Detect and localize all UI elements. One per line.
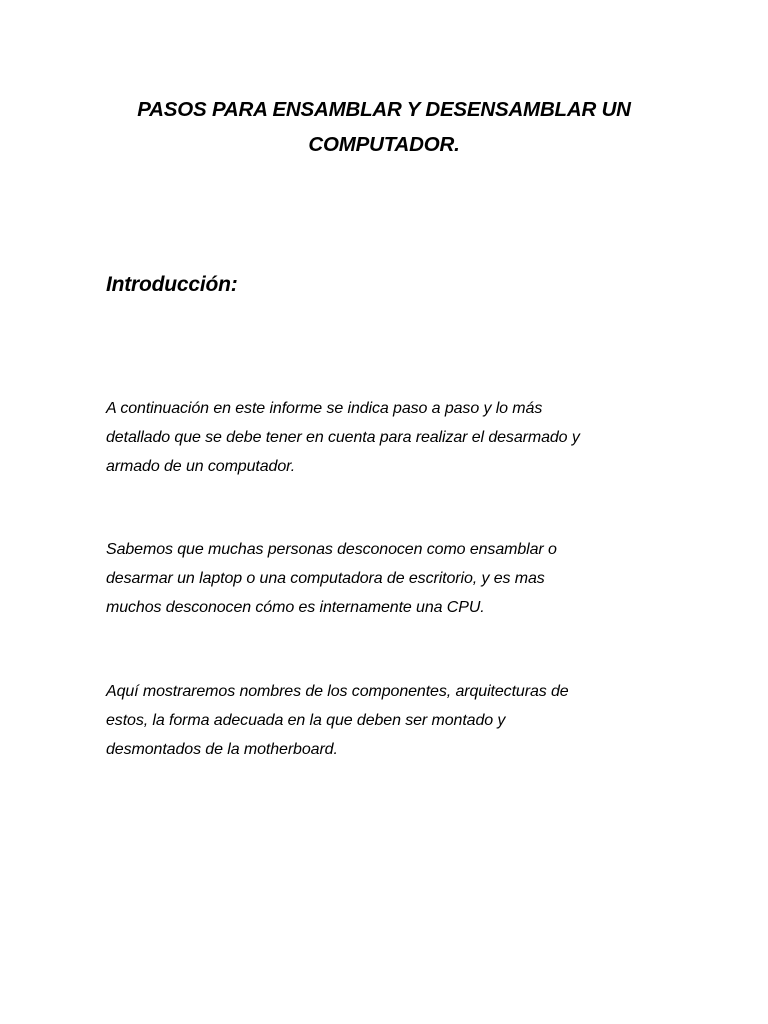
paragraph-line: Sabemos que muchas personas desconocen como ensamblar o bbox=[106, 541, 557, 558]
paragraph-line: detallado que se debe tener en cuenta para realizar el desarmado y bbox=[106, 429, 580, 446]
paragraph-line: A continuación en este informe se indica paso a paso y lo más bbox=[106, 400, 543, 417]
title-line: COMPUTADOR. bbox=[308, 133, 460, 156]
paragraph-line: muchos desconocen cómo es internamente una CPU. bbox=[106, 599, 485, 616]
paragraph-line: estos, la forma adecuada en la que deben ser montado y bbox=[106, 712, 506, 729]
paragraph-line: armado de un computador. bbox=[106, 458, 296, 475]
paragraph-line: desmontados de la motherboard. bbox=[106, 741, 338, 758]
paragraph-line: desarmar un laptop o una computadora de escritorio, y es mas bbox=[106, 570, 545, 587]
section-heading: Introducción: bbox=[106, 273, 238, 296]
title-line: PASOS PARA ENSAMBLAR Y DESENSAMBLAR UN bbox=[137, 98, 631, 121]
paragraph-line: Aquí mostraremos nombres de los componentes, arquitecturas de bbox=[106, 683, 569, 700]
paragraph bbox=[106, 677, 676, 764]
document-title bbox=[100, 92, 668, 162]
paragraph bbox=[106, 394, 676, 481]
paragraph bbox=[106, 535, 676, 622]
